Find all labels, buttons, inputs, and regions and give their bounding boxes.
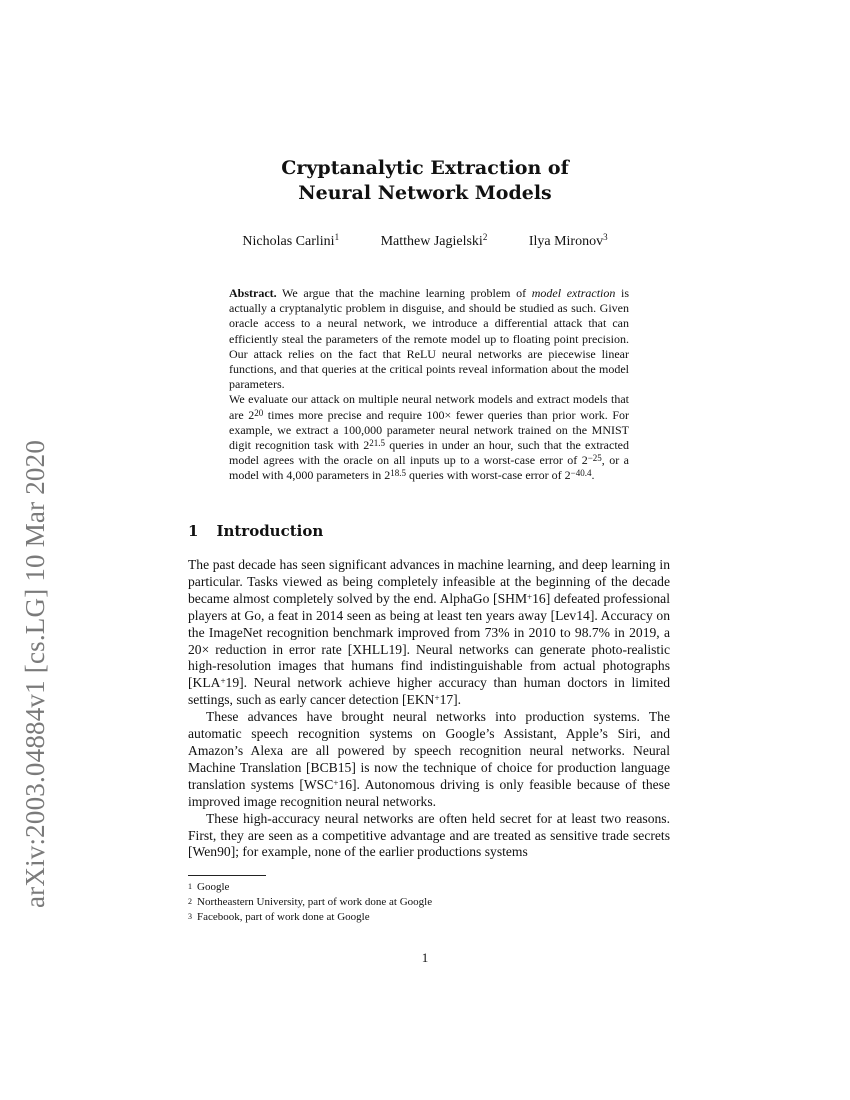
citation-sup: +	[434, 693, 440, 704]
abstract-text: queries in under an hour, such that the extracted model agrees with the oracle on all inputs up to a worst-case error of 2	[229, 438, 629, 468]
citation-sup: +	[220, 676, 226, 687]
footnote-mark: 3	[188, 912, 192, 921]
author-name: Nicholas Carlini	[242, 234, 335, 249]
section-number: 1	[188, 522, 199, 540]
exponent: 21.5	[369, 438, 386, 449]
footnote-text: Northeastern University, part of work done at Google	[197, 896, 433, 908]
footnote-text: Facebook, part of work done at Google	[197, 911, 370, 923]
abstract-text: is actually a cryptanalytic problem in disguise, and should be studied as such. Given oracle access to a neural network, we introduce a differential attack that can efficiently steal the parameters of the remote model up to floating point precision. Our attack relies on the fact that ReLU neural networks are piecewise linear functions, and that queries at the critical points reveal information about the model parameters.	[229, 286, 629, 392]
abstract-text: queries with worst-case error of 2	[406, 468, 571, 483]
footnote-1	[188, 880, 670, 895]
footnote-mark: 1	[188, 882, 192, 891]
title-line-2: Neural Network Models	[298, 182, 552, 204]
footnote-mark: 2	[188, 897, 192, 906]
abstract-paragraph-2	[229, 392, 629, 483]
arxiv-identifier[interactable]: arXiv:2003.04884v1 [cs.LG] 10 Mar 2020	[20, 439, 50, 908]
body-text-run: 16] defeated professional players at Go, a feat in 2014 seen as being at least ten years away [Lev14]. Accuracy on the ImageNet recognition benchmark improved from 73% in 2010 to 98.7% in 2019, a 20× reduction in error rate [XHLL19]. Neural networks can generate photo-realistic high-resolution images that humans find indistinguishable from actual photographs [KLA	[188, 590, 670, 691]
abstract-text: times more precise and require 100× fewer queries than prior work. For example, we extract a 100,000 parameter neural network trained on the MNIST digit recognition task with 2	[229, 407, 629, 453]
exponent: −25	[587, 453, 602, 464]
citation-sup: +	[527, 591, 533, 602]
exponent: 18.5	[390, 468, 407, 479]
footnote-text: Google	[197, 881, 230, 893]
footnote-rule	[188, 875, 266, 876]
body-text-run: 17].	[439, 692, 462, 708]
footnotes	[188, 880, 670, 925]
author-3	[529, 234, 608, 250]
body-text-run: 19]. Neural network achieve higher accuracy than human doctors in limited settings, such as early cancer detection [EKN	[188, 675, 670, 708]
abstract-text: .	[591, 468, 595, 483]
author-affil-mark: 1	[334, 232, 340, 242]
body-text-run: 16]. Autonomous driving is only feasible because of these improved image recognition neural networks.	[188, 776, 670, 809]
citation-sup: +	[333, 777, 339, 788]
body-text	[188, 557, 670, 861]
abstract-text: We argue that the machine learning problem of	[276, 286, 532, 300]
body-paragraph-3: These high-accuracy neural networks are often held secret for at least two reasons. First, they are seen as a competitive advantage and are treated as sensitive trade secrets [Wen90]; for example, none of the earlier productions systems	[188, 810, 670, 860]
body-paragraph-1	[188, 557, 670, 709]
body-text-run: These advances have brought neural networks into production systems. The automatic speech recognition systems on Google’s Assistant, Apple’s Siri, and Amazon’s Alexa are all powered by speech recognition neural networks. Neural Machine Translation [BCB15] is now the technique of choice for production language translation systems [WSC	[188, 709, 670, 792]
abstract-text: , or a model with 4,000 parameters in 2	[229, 453, 629, 483]
abstract-label: Abstract.	[229, 286, 277, 300]
page-number: 1	[421, 950, 429, 965]
abstract-emphasis: model extraction	[531, 286, 616, 300]
author-1	[242, 234, 339, 250]
abstract-text: We evaluate our attack on multiple neural network models and extract models that are 2	[229, 392, 629, 422]
exponent: −40.4	[570, 468, 592, 479]
footnote-2	[188, 895, 670, 910]
title-line-1: Cryptanalytic Extraction of	[281, 157, 569, 179]
author-affil-mark: 3	[603, 232, 608, 242]
abstract-paragraph-1	[229, 286, 629, 392]
body-paragraph-2	[188, 709, 670, 810]
author-name: Ilya Mironov	[528, 234, 604, 249]
author-affil-mark: 2	[482, 232, 488, 242]
author-name: Matthew Jagielski	[380, 234, 483, 249]
exponent: 20	[254, 407, 264, 418]
footnote-3	[188, 910, 670, 925]
body-text-run: The past decade has seen significant advances in machine learning, and deep learning in particular. Tasks viewed as being completely infeasible at the beginning of the decade became almost completely solved by the end. AlphaGo [SHM	[188, 557, 670, 606]
author-list	[0, 234, 850, 250]
abstract	[229, 286, 629, 484]
paper-title	[0, 156, 850, 206]
section-title: Introduction	[216, 522, 324, 540]
section-heading	[188, 522, 323, 540]
author-2	[381, 234, 488, 250]
